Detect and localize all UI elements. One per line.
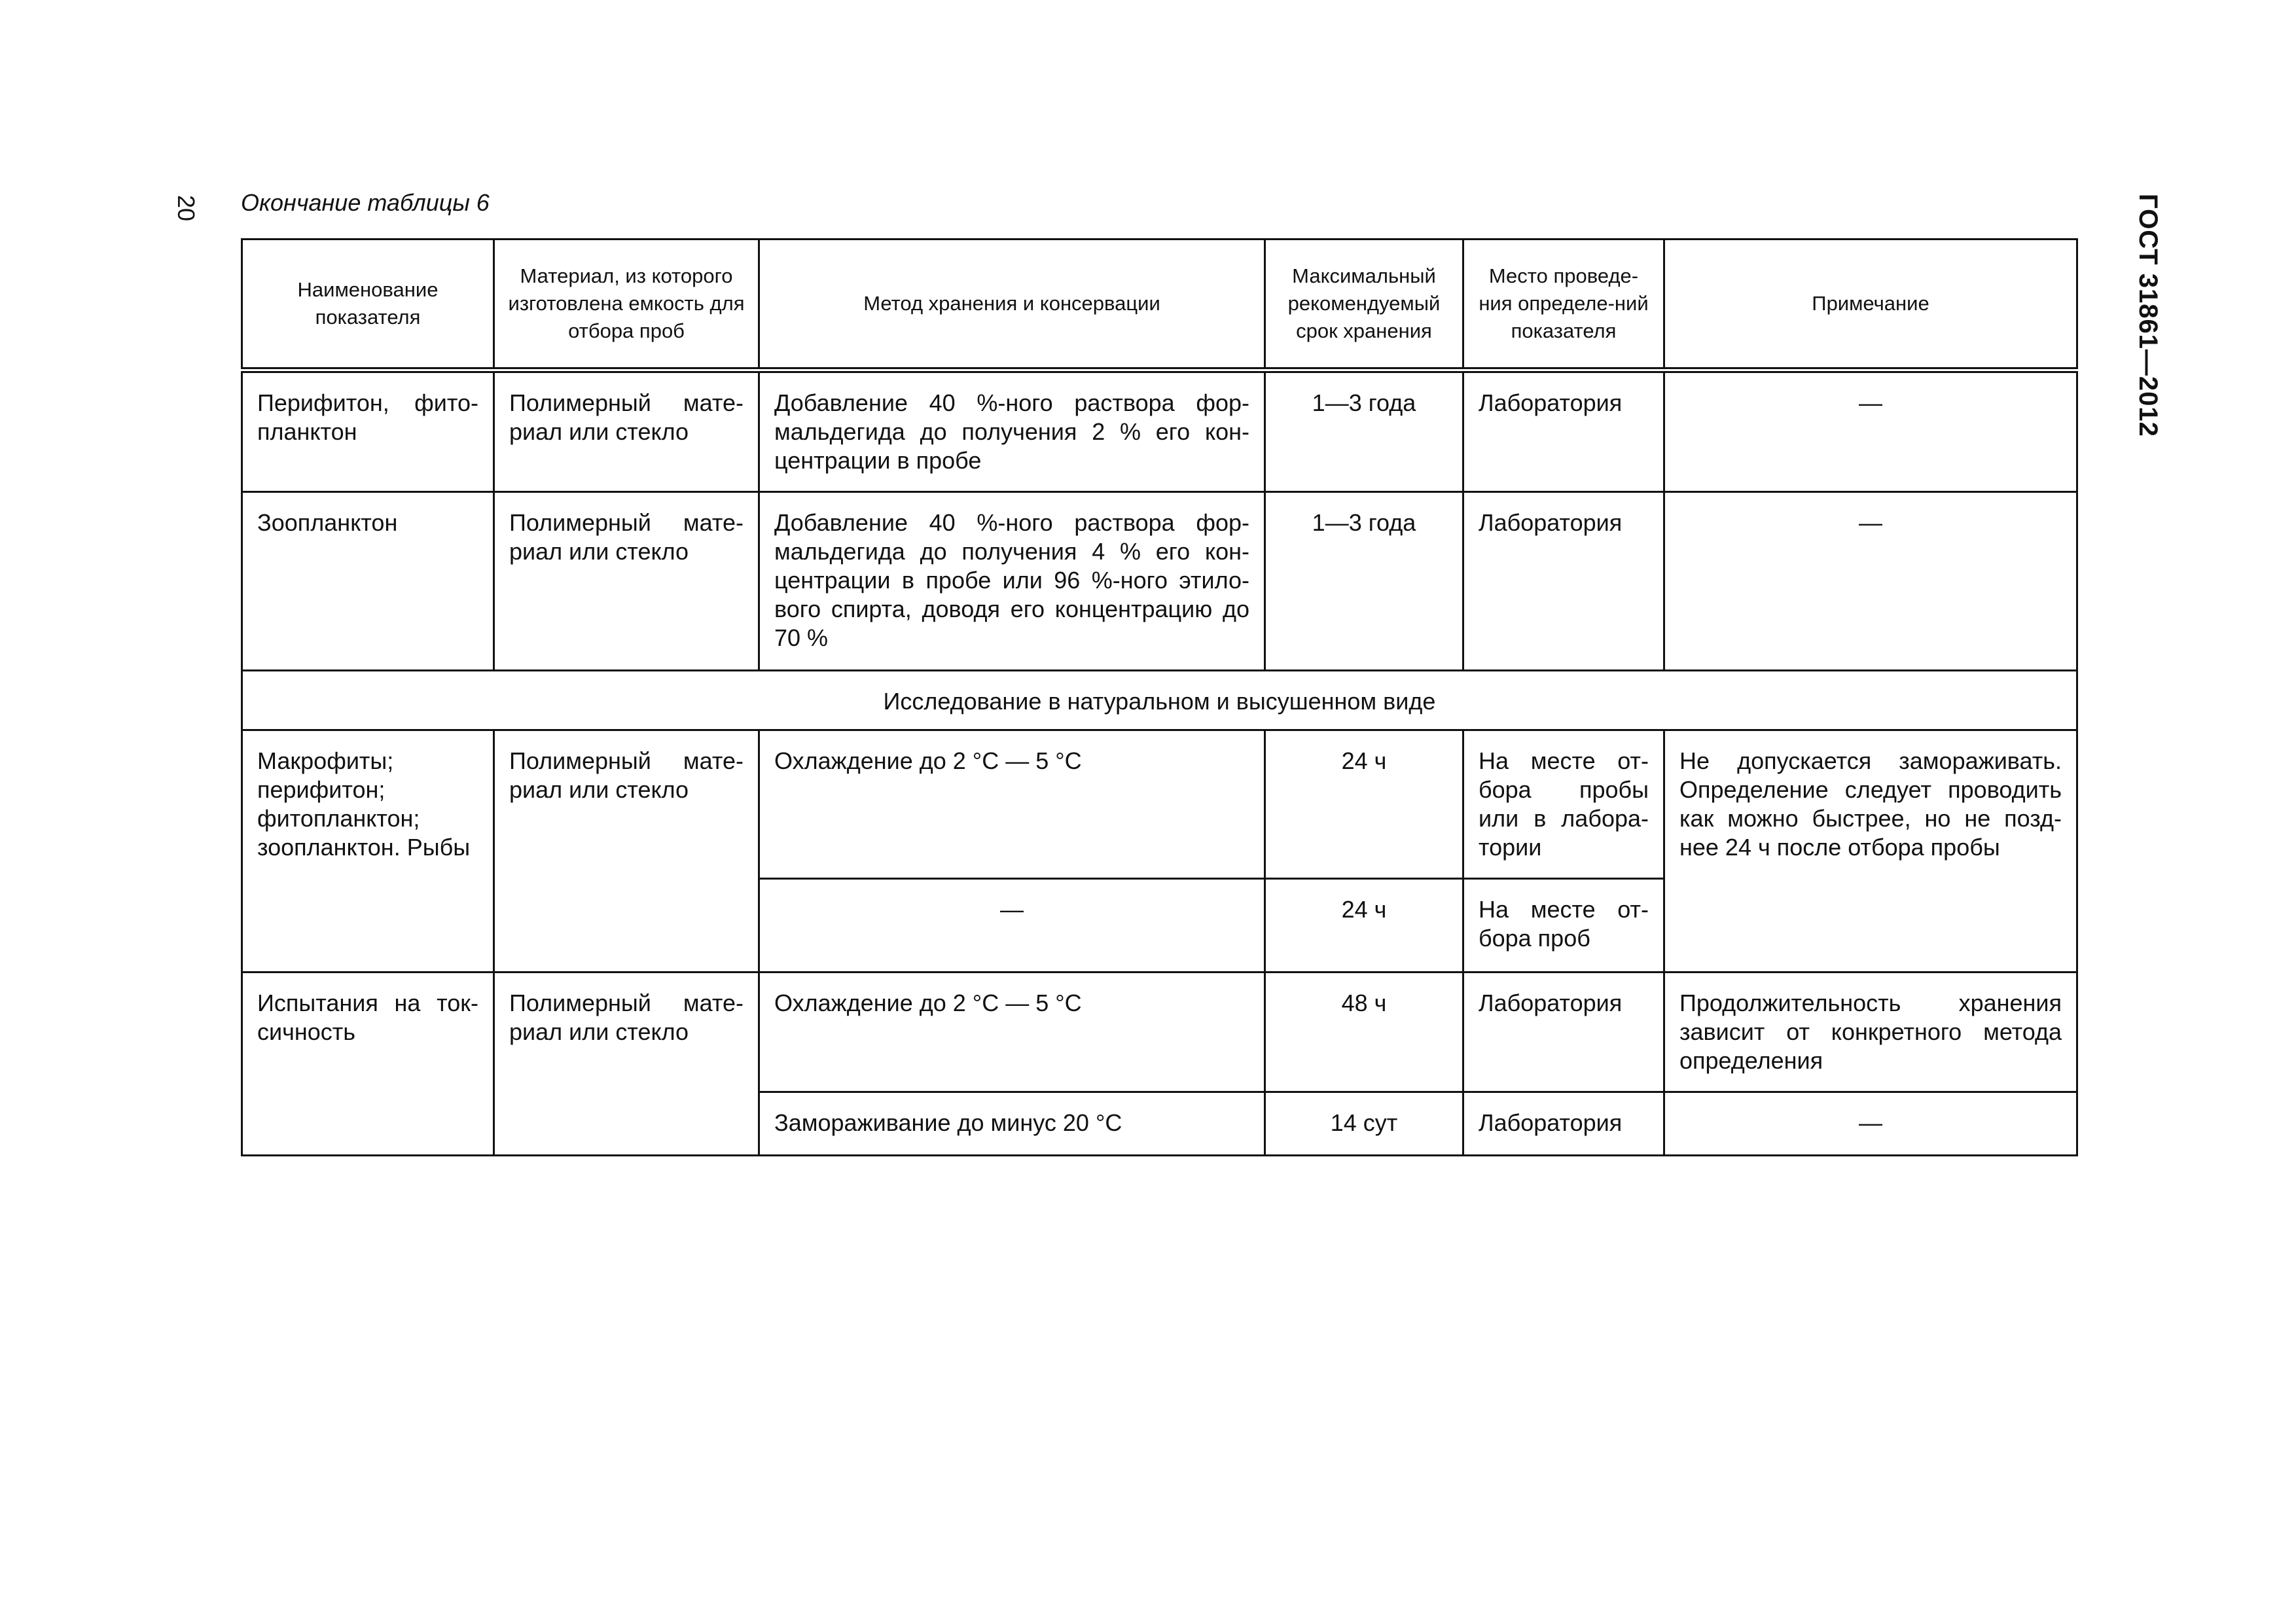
cell-material: Полимерный мате-риал или стекло <box>494 972 759 1156</box>
cell-material: Полимерный мате-риал или стекло <box>494 370 759 492</box>
cell-method: Охлаждение до 2 °С — 5 °С <box>759 730 1265 879</box>
cell-indicator: Перифитон, фито-планктон <box>242 370 494 492</box>
table-header <box>242 240 2077 370</box>
section-row <box>242 671 2077 730</box>
table-caption: Окончание таблицы 6 <box>241 189 490 216</box>
cell-note: — <box>1664 370 2077 492</box>
cell-place: Лаборатория <box>1463 972 1664 1092</box>
cell-place: Лаборатория <box>1463 1092 1664 1156</box>
cell-note: — <box>1664 1092 2077 1156</box>
cell-term: 24 ч <box>1265 879 1463 972</box>
cell-material: Полимерный мате-риал или стекло <box>494 730 759 972</box>
cell-term: 14 сут <box>1265 1092 1463 1156</box>
header-note: Примечание <box>1664 240 2077 370</box>
cell-method: Добавление 40 %-ного раствора фор-мальдегида до получения 2 % его кон-центрации в пробе <box>759 370 1265 492</box>
cell-term: 48 ч <box>1265 972 1463 1092</box>
table-row <box>242 492 2077 671</box>
cell-place: На месте от-бора проб <box>1463 879 1664 972</box>
cell-material: Полимерный мате-риал или стекло <box>494 492 759 671</box>
cell-place: Лаборатория <box>1463 370 1664 492</box>
header-material: Материал, из которого изготовлена емкость для отбора проб <box>494 240 759 370</box>
header-place: Место проведе-ния определе-ний показателя <box>1463 240 1664 370</box>
header-method: Метод хранения и консервации <box>759 240 1265 370</box>
cell-note: Не допускается замораживать. Определение следует проводить как можно быстрее, но не позд-нее 24 ч после отбора пробы <box>1664 730 2077 972</box>
cell-term: 1—3 года <box>1265 492 1463 671</box>
cell-indicator: Зоопланктон <box>242 492 494 671</box>
cell-indicator: Испытания на ток-сичность <box>242 972 494 1156</box>
section-title: Исследование в натуральном и высушенном виде <box>242 671 2077 730</box>
cell-note: — <box>1664 492 2077 671</box>
storage-table <box>241 238 2078 1156</box>
cell-method: Охлаждение до 2 °С — 5 °С <box>759 972 1265 1092</box>
cell-note: Продолжительность хранения зависит от конкретного метода определения <box>1664 972 2077 1092</box>
cell-term: 1—3 года <box>1265 370 1463 492</box>
cell-method: — <box>759 879 1265 972</box>
document-code: ГОСТ 31861—2012 <box>2134 194 2162 437</box>
page-number: 20 <box>173 195 200 222</box>
header-indicator: Наименование показателя <box>242 240 494 370</box>
cell-place: Лаборатория <box>1463 492 1664 671</box>
cell-method: Добавление 40 %-ного раствора фор-мальдегида до получения 4 % его кон-центрации в пробе или 96 %-ного этило-вого спирта, доводя его концентрацию до 70 % <box>759 492 1265 671</box>
table-row <box>242 972 2077 1092</box>
table-row <box>242 370 2077 492</box>
cell-indicator: Макрофиты; перифитон; фитопланктон; зоопланктон. Рыбы <box>242 730 494 972</box>
cell-place: На месте от-бора пробы или в лабора-тории <box>1463 730 1664 879</box>
header-term: Максимальный рекомендуемый срок хранения <box>1265 240 1463 370</box>
cell-term: 24 ч <box>1265 730 1463 879</box>
table-row <box>242 730 2077 879</box>
cell-method: Замораживание до минус 20 °С <box>759 1092 1265 1156</box>
